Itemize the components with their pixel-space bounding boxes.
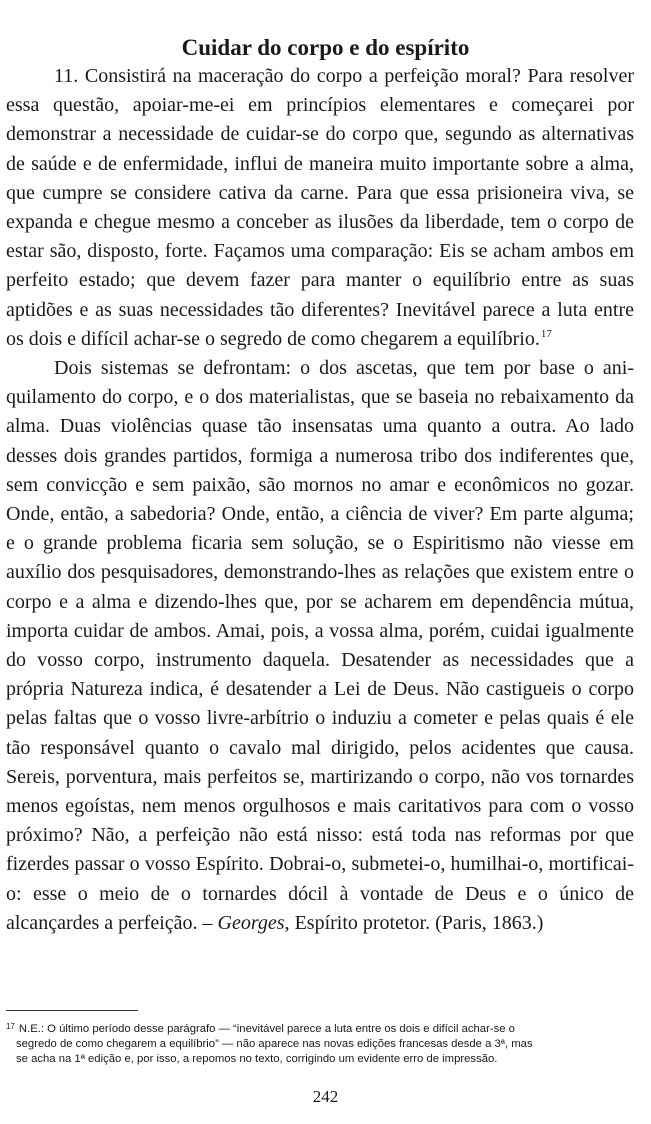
footnote-divider <box>6 1010 138 1011</box>
footnote-number: 17 <box>6 1022 15 1031</box>
signature-rest: , Espírito protetor. (Paris, 1863.) <box>284 911 544 934</box>
footnote-reference: 17 <box>540 327 552 340</box>
paragraph-1 <box>6 62 634 354</box>
paragraph-2 <box>6 354 634 938</box>
body-text <box>6 62 634 938</box>
paragraph-2-text: Dois sistemas se defrontam: o dos ascetas, que tem por base o aniquilamento do corpo, e o dos materialistas, que se baseia no rebaixamento da alma. Duas violências quase tão insensatas uma quanto a outra. Ao lado desses dois grandes partidos, formiga a numerosa tribo dos indiferentes que, sem convicção e sem paixão, são mornos no amar e econômicos no gozar. Onde, então, a sabedoria? Onde, então, a ciência de viver? Em parte alguma; e o grande problema ficaria sem solução, se o Espiritismo não viesse em auxílio dos pesquisadores, demonstrando-lhes as relações que existem entre o corpo e a alma e dizendo-lhes que, por se acharem em dependência mútua, importa cuidar de ambos. Amai, pois, a vossa alma, porém, cuidai igualmente do vosso corpo, instrumento daquela. Desatender as necessidades que a própria Natureza indica, é desatender a Lei de Deus. Não castigueis o corpo pelas faltas que o vosso livre-arbítrio o induziu a cometer e pelas quais é ele tão responsável quanto o cavalo mal dirigido, pelos acidentes que causa. Sereis, porventura, mais perfeitos se, martirizando o corpo, não vos tornardes menos egoístas, nem menos orgulhosos e mais caritativos para com o vosso próximo? Não, a perfeição não está nisso: está toda nas reformas por que fizerdes passar o vosso Espírito. Dobrai-o, submetei-o, humilhai-o, mortificai-o: esse o meio de o tornardes dócil à vontade de Deus e o único de alcançardes a perfeição. – <box>6 357 634 934</box>
footnote-line-2: segredo de como chegarem a equilíbrio” — não aparece nas novas edições francesas desde a 3ª, mas <box>16 1038 533 1050</box>
footnote-line-3: se acha na 1ª edição e, por isso, a repomos no texto, corrigindo um evidente erro de impressão. <box>16 1053 498 1065</box>
footnote <box>6 1019 634 1067</box>
footnote-line-1: N.E.: O último período desse parágrafo — “inevitável parece a luta entre os dois e difícil achar-se o <box>18 1023 515 1035</box>
chapter-title: Cuidar do corpo e do espírito <box>181 35 470 60</box>
page-number: 242 <box>312 1087 339 1106</box>
signature-name: Georges <box>217 911 285 934</box>
paragraph-1-text: 11. Consistirá na maceração do corpo a perfeição moral? Para resolver essa questão, apoiar-me-ei em princípios elementares e começarei por demonstrar a necessidade de cuidar-se do corpo que, segundo as alternativas de saúde e de enfermidade, influi de maneira muito importante sobre a alma, que cumpre se considere cativa da carne. Para que essa prisioneira viva, se expanda e chegue mesmo a conceber as ilusões da liberdade, tem o corpo de estar são, disposto, forte. Façamos uma comparação: Eis se acham ambos em perfeito estado; que devem fazer para manter o equilíbrio entre as suas aptidões e as suas necessidades tão diferentes? Inevitável parece a luta entre os dois e difícil achar-se o segredo de como chegarem a equilíbrio. <box>6 65 634 350</box>
